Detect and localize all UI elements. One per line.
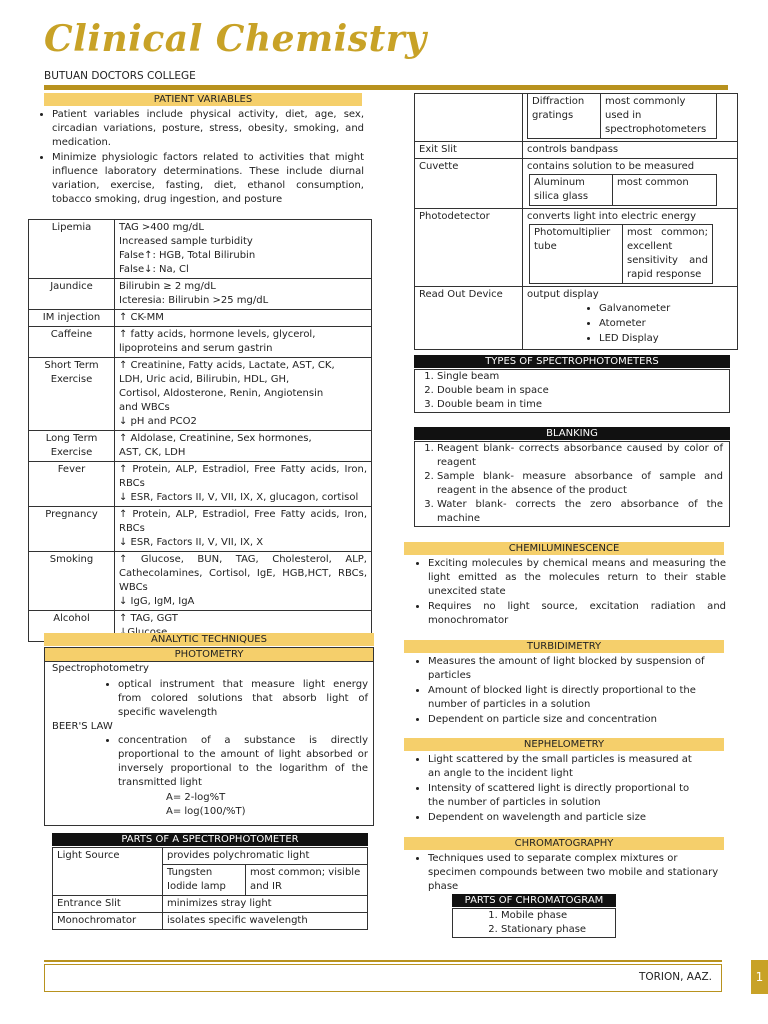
list-item: 1. Single beam xyxy=(437,370,729,384)
table-row xyxy=(29,431,372,462)
effect-line: ↓ ESR, Factors II, V, VII, IX, X xyxy=(119,537,264,548)
table-row xyxy=(29,358,372,431)
chromatography-bullets xyxy=(406,852,726,895)
factor-cell: Long Term Exercise xyxy=(29,431,115,462)
beers-law-label: BEER'S LAW xyxy=(52,721,113,732)
types-box xyxy=(414,369,730,413)
subpart-desc: most common xyxy=(613,175,717,206)
part-desc: provides polychromatic light xyxy=(167,850,310,861)
part-name: Read Out Device xyxy=(415,287,523,350)
list-item: 2. Stationary phase xyxy=(501,923,615,937)
effect-line: ↓ ESR, Factors II, V, VII, IX, X, glucagon, cortisol xyxy=(119,492,359,503)
factor-cell: Lipemia xyxy=(29,220,115,279)
list-item: • Measures the amount of light blocked by suspension of particles xyxy=(428,655,706,683)
nephelometry-bullets xyxy=(406,753,706,826)
table-row xyxy=(29,552,372,611)
factor-cell: Fever xyxy=(29,462,115,507)
effect-cell xyxy=(115,552,372,611)
part-name: Cuvette xyxy=(415,159,523,209)
diffraction-subtable xyxy=(527,94,717,139)
list-item: 3. Double beam in time xyxy=(437,398,729,412)
effect-line: ↑ TAG, GGT xyxy=(119,613,178,624)
table-row xyxy=(53,848,368,896)
types-heading: TYPES OF SPECTROPHOTOMETERS xyxy=(414,355,730,368)
effect-line: Icteresia: Bilirubin >25 mg/dL xyxy=(119,295,269,306)
effect-cell xyxy=(115,279,372,310)
list-item: 2. Sample blank- measure absorbance of sample and reagent in the absence of the product xyxy=(437,470,723,498)
page-number: 1 xyxy=(751,960,768,994)
chromatography-heading: CHROMATOGRAPHY xyxy=(404,837,724,850)
list-item: 1. Reagent blank- corrects absorbance caused by color of reagent xyxy=(437,442,723,470)
subpart-desc: most common; excellent sensitivity and rapid response xyxy=(623,225,713,284)
spectrophotometry-label: Spectrophotometry xyxy=(52,663,149,674)
factor-cell: IM injection xyxy=(29,310,115,327)
effect-line: lipoproteins and serum gastrin xyxy=(119,343,273,354)
effect-cell xyxy=(115,358,372,431)
part-desc: output display xyxy=(527,289,599,300)
part-desc-cell xyxy=(523,287,738,350)
parts-table-right xyxy=(414,93,738,350)
header-rule xyxy=(44,85,728,90)
table-row xyxy=(53,896,368,913)
list-item: • Intensity of scattered light is directly proportional to the number of particles in solution xyxy=(428,782,706,810)
table-row xyxy=(29,220,372,279)
part-desc-cell xyxy=(523,94,738,142)
turbidimetry-heading: TURBIDIMETRY xyxy=(404,640,724,653)
part-name: Monochromator xyxy=(53,913,163,930)
photodetector-subtable xyxy=(529,224,713,284)
subpart-name: Tungsten Iodide lamp xyxy=(163,865,246,896)
table-row xyxy=(29,462,372,507)
formula-2: A= log(100/%T) xyxy=(166,806,246,817)
effect-cell xyxy=(115,462,372,507)
list-item: • Exciting molecules by chemical means and measuring the light emitted as the molecules return to their stable unexcited state xyxy=(428,557,726,599)
document-title: Clinical Chemistry xyxy=(44,18,427,60)
photometry-heading: PHOTOMETRY xyxy=(44,647,374,662)
footer-rule xyxy=(44,960,722,962)
cuvette-subtable xyxy=(529,174,717,206)
effect-line: ↑ Protein, ALP, Estradiol, Free Fatty acids, Iron, RBCs xyxy=(119,509,367,534)
table-row xyxy=(528,94,717,139)
analytic-techniques-heading: ANALYTIC TECHNIQUES xyxy=(44,633,374,646)
effect-cell xyxy=(115,431,372,462)
patient-variables-bullets xyxy=(30,108,364,208)
effect-cell xyxy=(115,507,372,552)
table-row xyxy=(29,279,372,310)
table-row xyxy=(415,94,738,142)
effect-line: Cortisol, Aldosterone, Renin, Angiotensin xyxy=(119,388,324,399)
subpart-desc: most common; visible and IR xyxy=(246,865,368,896)
effect-line: Increased sample turbidity xyxy=(119,236,253,247)
effect-line: ↓ pH and PCO2 xyxy=(119,416,197,427)
author-name: TORION, AAZ. xyxy=(638,971,712,983)
list-item: 3. Water blank- corrects the zero absorbance of the machine xyxy=(437,498,723,526)
turbidimetry-bullets xyxy=(406,655,706,728)
table-row xyxy=(29,327,372,358)
list-item: • Requires no light source, excitation radiation and monochromator xyxy=(428,600,726,628)
chemiluminescence-heading: CHEMILUMINESCENCE xyxy=(404,542,724,555)
list-item: • Galvanometer xyxy=(599,302,733,316)
effect-line: ↑ fatty acids, hormone levels, glycerol, xyxy=(119,329,316,340)
part-desc: contains solution to be measured xyxy=(527,161,695,172)
part-name: Photodetector xyxy=(415,209,523,287)
part-name: Entrance Slit xyxy=(53,896,163,913)
effect-line: AST, CK, LDH xyxy=(119,447,186,458)
list-item: • optical instrument that measure light energy from colored solutions that absorb light of specific wavelength xyxy=(118,678,368,720)
factor-cell: Caffeine xyxy=(29,327,115,358)
subpart-name: Diffraction gratings xyxy=(528,94,601,139)
factor-cell: Alcohol xyxy=(29,611,115,642)
effect-line: ↑ Aldolase, Creatinine, Sex hormones, xyxy=(119,433,312,444)
list-item: • Dependent on wavelength and particle size xyxy=(428,811,706,825)
list-item: 2. Double beam in space xyxy=(437,384,729,398)
effect-line: ↓ IgG, IgM, IgA xyxy=(119,596,195,607)
chromatogram-parts-heading: PARTS OF CHROMATOGRAM xyxy=(452,894,616,907)
factor-cell: Short Term Exercise xyxy=(29,358,115,431)
effect-line: False↓: Na, Cl xyxy=(119,264,189,275)
chemiluminescence-bullets xyxy=(406,557,726,629)
part-desc: converts light into electric energy xyxy=(527,211,697,222)
factor-cell: Pregnancy xyxy=(29,507,115,552)
part-name: Exit Slit xyxy=(415,142,523,159)
effect-line: LDH, Uric acid, Bilirubin, HDL, GH, xyxy=(119,374,290,385)
blanking-box xyxy=(414,441,730,527)
table-row xyxy=(163,865,367,896)
chromatogram-parts-box xyxy=(452,908,616,938)
list-item: • Techniques used to separate complex mixtures or specimen compounds between two mobile and stationary phase xyxy=(428,852,726,894)
effect-line: ↑ Creatinine, Fatty acids, Lactate, AST, CK, xyxy=(119,360,335,371)
college-name: BUTUAN DOCTORS COLLEGE xyxy=(44,70,196,82)
subpart-desc: most commonly used in spectrophotometers xyxy=(601,94,717,139)
table-row xyxy=(415,159,738,209)
blanking-heading: BLANKING xyxy=(414,427,730,440)
effect-line: TAG >400 mg/dL xyxy=(119,222,204,233)
part-desc: minimizes stray light xyxy=(163,896,368,913)
patient-variables-heading: PATIENT VARIABLES xyxy=(44,93,362,106)
table-row xyxy=(530,175,717,206)
parts-table-left xyxy=(52,847,368,930)
patient-variables-table xyxy=(28,219,372,642)
list-item: • concentration of a substance is directly proportional to the amount of light absorbed or inversely proportional to the logarithm of the transmitted light xyxy=(118,734,368,790)
list-item: • Atometer xyxy=(599,317,733,331)
list-item: • Light scattered by the small particles is measured at an angle to the incident light xyxy=(428,753,706,781)
part-name-empty xyxy=(415,94,523,142)
light-source-subtable xyxy=(163,864,367,895)
table-row xyxy=(53,913,368,930)
effect-line: False↑: HGB, Total Bilirubin xyxy=(119,250,256,261)
part-desc: isolates specific wavelength xyxy=(163,913,368,930)
effect-line: ↑ Protein, ALP, Estradiol, Free Fatty acids, Iron, RBCs xyxy=(119,464,367,489)
part-desc-cell xyxy=(523,159,738,209)
list-item: • Amount of blocked light is directly proportional to the number of particles in a solution xyxy=(428,684,706,712)
effect-line: ↑ Glucose, BUN, TAG, Cholesterol, ALP, Cathecolamines, Cortisol, IgE, HGB,HCT, RBCs, WBCs xyxy=(119,554,367,593)
parts-heading: PARTS OF A SPECTROPHOTOMETER xyxy=(52,833,368,846)
effect-line: and WBCs xyxy=(119,402,170,413)
table-row xyxy=(415,142,738,159)
list-item: • LED Display xyxy=(599,332,733,346)
table-row xyxy=(29,310,372,327)
effect-cell xyxy=(115,327,372,358)
nephelometry-heading: NEPHELOMETRY xyxy=(404,738,724,751)
effect-line: ↑ CK-MM xyxy=(119,312,164,323)
effect-line: Bilirubin ≥ 2 mg/dL xyxy=(119,281,216,292)
effect-cell xyxy=(115,220,372,279)
table-row xyxy=(530,225,713,284)
factor-cell: Jaundice xyxy=(29,279,115,310)
beers-law-def xyxy=(96,734,368,791)
table-row xyxy=(29,507,372,552)
subpart-name: Aluminum silica glass xyxy=(530,175,613,206)
footer-box xyxy=(44,964,722,992)
part-name: Light Source xyxy=(53,848,163,896)
effect-cell xyxy=(115,310,372,327)
list-item: • Dependent on particle size and concentration xyxy=(428,713,706,727)
factor-cell: Smoking xyxy=(29,552,115,611)
part-desc-cell xyxy=(163,848,368,896)
part-desc: controls bandpass xyxy=(523,142,738,159)
table-row xyxy=(415,209,738,287)
table-row xyxy=(415,287,738,350)
subpart-name: Photomultiplier tube xyxy=(530,225,623,284)
spectrophotometry-def xyxy=(96,678,368,721)
list-item: • Patient variables include physical activity, diet, age, sex, circadian variations, posture, stress, obesity, smoking, and medication. xyxy=(52,108,364,150)
formula-1: A= 2-log%T xyxy=(166,792,226,803)
list-item: 1. Mobile phase xyxy=(501,909,615,923)
list-item: • Minimize physiologic factors related to activities that might influence laboratory determinations. These include diurnal variation, exercise, fasting, diet, ethanol consumption, tobacco smoking, drug ingestion, and posture xyxy=(52,151,364,207)
part-desc-cell xyxy=(523,209,738,287)
